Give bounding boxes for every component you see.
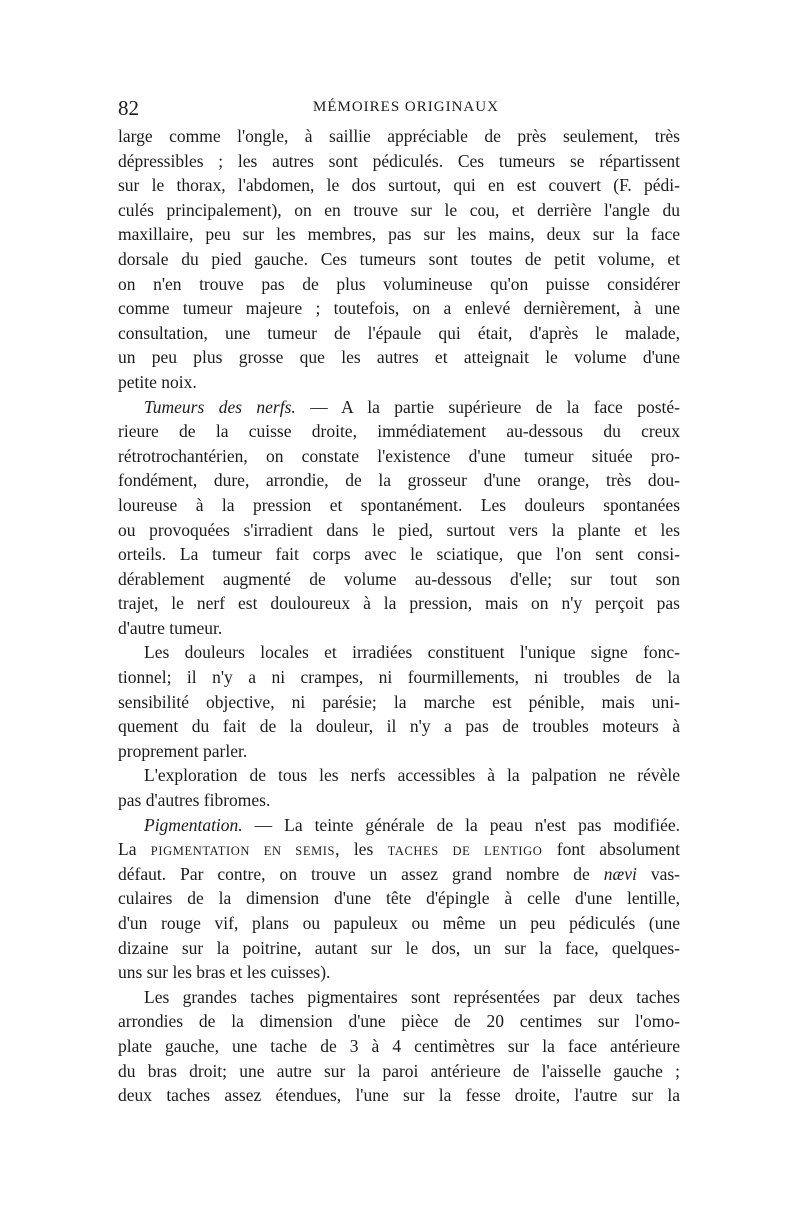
text-line — [118, 813, 680, 838]
text-segment: loureuse à la pression et spontanément. Les douleurs spontanées — [118, 494, 680, 515]
text-line — [118, 837, 680, 862]
text-line — [118, 124, 680, 149]
text-segment: — La teinte générale de la peau n'est pas modifiée. — [242, 814, 680, 835]
text-segment: sensibilité objective, ni parésie; la marche est pénible, mais uni- — [118, 691, 680, 712]
text-segment: comme tumeur majeure ; toutefois, on a enlevé dernièrement, à une — [118, 298, 680, 319]
text-segment: on n'en trouve pas de plus volumineuse qu'on puisse considérer — [118, 273, 680, 294]
text-segment: un peu plus grosse que les autres et atteignait le volume d'une — [118, 347, 680, 368]
text-segment: L'exploration de tous les nerfs accessibles à la palpation ne révèle — [144, 765, 680, 786]
text-segment: dorsale du pied gauche. Ces tumeurs sont toutes de petit volume, et — [118, 248, 680, 269]
text-line — [118, 296, 680, 321]
text-line — [118, 321, 680, 346]
body-text — [118, 124, 680, 1108]
text-segment: trajet, le nerf est douloureux à la pression, mais on n'y perçoit pas — [118, 593, 680, 614]
text-line — [118, 886, 680, 911]
text-line — [118, 763, 680, 788]
text-segment: font absolument — [542, 839, 680, 860]
text-segment: large comme l'ongle, à saillie appréciable de près seulement, très — [118, 126, 680, 146]
text-line — [118, 616, 680, 641]
text-segment: La — [118, 839, 151, 860]
text-segment: culaires de la dimension d'une tête d'épingle à celle d'une lentille, — [118, 888, 680, 909]
text-segment: ou provoquées s'irradient dans le pied, surtout vers la plante et les — [118, 519, 680, 540]
text-segment: tionnel; il n'y a ni crampes, ni fourmillements, ni troubles de la — [118, 667, 680, 688]
text-segment: du bras droit; une autre sur la paroi antérieure de l'aisselle gauche ; — [118, 1060, 680, 1081]
text-segment: d'un rouge vif, plans ou papuleux ou même un peu pédiculés (une — [118, 913, 680, 933]
italic-text: Pigmentation. — [144, 814, 243, 835]
text-line — [118, 149, 680, 174]
text-segment: consultation, une tumeur de l'épaule qui était, d'après le malade, — [118, 322, 680, 343]
text-line — [118, 247, 680, 272]
text-segment: Les grandes taches pigmentaires sont représentées par deux taches — [144, 986, 680, 1007]
text-segment: rétrotrochantérien, on constate l'existence d'une tumeur située pro- — [118, 445, 680, 466]
italic-text: nævi — [603, 863, 637, 884]
text-line — [118, 222, 680, 247]
text-line — [118, 1059, 680, 1084]
text-segment: fondément, dure, arrondie, de la grosseur d'une orange, très dou- — [118, 470, 680, 491]
text-line — [118, 591, 680, 616]
text-line — [118, 960, 680, 985]
text-segment: plate gauche, une tache de 3 à 4 centimètres sur la face antérieure — [118, 1035, 680, 1056]
text-segment: quement du fait de la douleur, il n'y a pas de troubles moteurs à — [118, 716, 680, 737]
text-segment: deux taches assez étendues, l'une sur la fesse droite, l'autre sur la — [118, 1085, 680, 1106]
text-segment: uns sur les bras et les cuisses). — [118, 962, 331, 983]
text-line — [118, 1034, 680, 1059]
page-header — [118, 96, 680, 120]
text-line — [118, 272, 680, 297]
text-line — [118, 395, 680, 420]
text-line — [118, 936, 680, 961]
small-caps-text: PIGMENTATION EN SEMIS — [150, 844, 336, 859]
italic-text: Tumeurs des nerfs. — [144, 396, 296, 417]
text-segment: orteils. La tumeur fait corps avec le sciatique, que l'on sent consi- — [118, 544, 680, 565]
text-segment: défaut. Par contre, on trouve un assez grand nombre de — [118, 863, 604, 884]
text-line — [118, 493, 680, 518]
text-line — [118, 690, 680, 715]
text-segment: Les douleurs locales et irradiées constituent l'unique signe fonc- — [144, 642, 680, 663]
text-segment: dizaine sur la poitrine, autant sur le dos, un sur la face, quelques- — [118, 937, 680, 958]
small-caps-text: TACHES DE LENTIGO — [387, 844, 543, 859]
text-line — [118, 1083, 680, 1108]
text-line — [118, 911, 680, 936]
text-segment: proprement parler. — [118, 740, 248, 761]
text-line — [118, 345, 680, 370]
text-segment: petite noix. — [118, 371, 197, 392]
text-line — [118, 1009, 680, 1034]
text-segment: d'autre tumeur. — [118, 617, 223, 638]
text-segment: dépressibles ; les autres sont pédiculés. Ces tumeurs se répartissent — [118, 150, 680, 171]
text-segment: arrondies de la dimension d'une pièce de 20 centimes sur l'omo- — [118, 1011, 680, 1032]
page-number: 82 — [118, 96, 139, 120]
running-head: MÉMOIRES ORIGINAUX — [313, 99, 499, 115]
text-segment: — A la partie supérieure de la face posté- — [295, 396, 680, 417]
text-line — [118, 173, 680, 198]
text-line — [118, 739, 680, 764]
text-segment: vas- — [636, 863, 680, 884]
text-line — [118, 518, 680, 543]
text-line — [118, 468, 680, 493]
text-segment: pas d'autres fibromes. — [118, 790, 271, 811]
text-segment: maxillaire, peu sur les membres, pas sur les mains, deux sur la face — [118, 224, 680, 245]
text-line — [118, 419, 680, 444]
text-line — [118, 542, 680, 567]
text-line — [118, 862, 680, 887]
text-segment: sur le thorax, l'abdomen, le dos surtout, qui en est couvert (F. pédi- — [118, 175, 680, 196]
text-segment: , les — [335, 839, 388, 860]
text-line — [118, 198, 680, 223]
text-line — [118, 714, 680, 739]
text-line — [118, 370, 680, 395]
text-segment: rieure de la cuisse droite, immédiatement au-dessous du creux — [118, 421, 680, 442]
text-segment: culés principalement), on en trouve sur le cou, et derrière l'angle du — [118, 199, 680, 220]
text-line — [118, 788, 680, 813]
text-line — [118, 640, 680, 665]
text-line — [118, 665, 680, 690]
text-line — [118, 985, 680, 1010]
text-line — [118, 444, 680, 469]
text-line — [118, 567, 680, 592]
text-segment: dérablement augmenté de volume au-dessous d'elle; sur tout son — [118, 568, 680, 589]
